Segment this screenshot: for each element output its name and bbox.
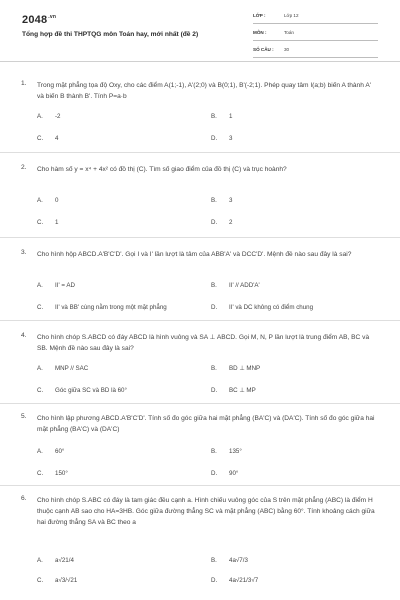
option-b[interactable]: B. BD ⊥ MNP — [211, 365, 261, 372]
question-text: Trong mặt phẳng tọa độ Oxy, cho các điểm A(1;-1), A'(2;0) và B(0;1), B'(-2;1). Phép quay tâm I(a;b) biến A thành A' và biến B thành B'. Tính P=a·b — [37, 82, 371, 100]
option-a[interactable]: A. MNP // SAC — [37, 365, 89, 372]
option-b[interactable]: B. 3 — [211, 197, 233, 204]
question-separator — [0, 403, 400, 404]
question-text: Cho hình chóp S.ABC có đáy là tam giác đều cạnh a. Hình chiếu vuông góc của S trên mặt phẳng (ABC) là điểm H thuộc cạnh AB sao cho HA=3HB. Góc giữa đường thẳng SC và mặt phẳng (ABC) bằng 60°. Tính khoảng cách giữa hai đường thẳng SA và BC theo a — [37, 497, 375, 526]
option-row — [37, 282, 377, 294]
option-c[interactable]: C. Góc giữa SC và BD là 60° — [37, 387, 127, 394]
question-number: 6. — [21, 495, 27, 502]
document-title: Tổng hợp đề thi THPTQG môn Toán hay, mới nhất (đề 2) — [22, 31, 199, 38]
option-c[interactable]: C. 150° — [37, 470, 68, 477]
meta-key: MÔN : — [253, 30, 267, 35]
option-c[interactable]: C. II' và BB' cùng nằm trong một mặt phẳng — [37, 304, 167, 311]
option-row — [37, 113, 377, 125]
meta-row-class — [253, 12, 378, 24]
question-text: Cho hình chóp S.ABCD có đáy ABCD là hình vuông và SA ⊥ ABCD. Gọi M, N, P lần lượt là trung điểm AB, BC và SB. Mệnh đề nào sau đây là sai? — [37, 334, 370, 352]
option-a[interactable]: A. II' = AD — [37, 282, 75, 289]
option-row — [37, 557, 377, 569]
question-number: 2. — [21, 164, 27, 171]
site-logo[interactable]: $2048^{.vn}$ — [22, 14, 57, 26]
option-c[interactable]: C. 1 — [37, 219, 59, 226]
option-c[interactable]: C. 4 — [37, 135, 59, 142]
option-row — [37, 135, 377, 147]
option-row — [37, 304, 377, 316]
option-d[interactable]: D. 2 — [211, 219, 233, 226]
question-text: Cho hàm số y = x⁴ + 4x² có đồ thị (C). Tìm số giao điểm của đồ thị (C) và trục hoành? — [37, 166, 287, 173]
meta-table — [253, 12, 378, 63]
option-row — [37, 365, 377, 377]
option-a[interactable]: A. 0 — [37, 197, 59, 204]
option-row — [37, 197, 377, 209]
option-a[interactable]: A. 60° — [37, 448, 65, 455]
question-number: 1. — [21, 80, 27, 87]
option-row — [37, 577, 377, 589]
question-separator — [0, 152, 400, 153]
meta-value: 30 — [284, 47, 290, 52]
meta-row-subject — [253, 29, 378, 41]
question-separator — [0, 237, 400, 238]
option-row — [37, 470, 377, 482]
option-a[interactable]: A. -2 — [37, 113, 61, 120]
option-b[interactable]: B. 1 — [211, 113, 233, 120]
option-d[interactable]: D. 3 — [211, 135, 233, 142]
option-c[interactable]: C. a√3/√21 — [37, 577, 78, 584]
header-divider — [0, 61, 400, 62]
meta-key: LỚP : — [253, 13, 266, 18]
option-b[interactable]: B. 4a√7/3 — [211, 557, 248, 564]
page-header — [0, 0, 400, 62]
meta-row-count — [253, 46, 378, 58]
option-b[interactable]: B. 135° — [211, 448, 242, 455]
question-separator — [0, 320, 400, 321]
option-row — [37, 219, 377, 231]
question-number: 4. — [21, 332, 27, 339]
option-d[interactable]: D. BC ⊥ MP — [211, 387, 256, 394]
option-b[interactable]: B. II' // ADD'A' — [211, 282, 260, 289]
option-a[interactable]: A. a√21/4 — [37, 557, 74, 564]
meta-value: Toán — [284, 30, 294, 35]
option-d[interactable]: D. 4a√21/3√7 — [211, 577, 259, 584]
question-text: Cho hình lập phương ABCD.A'B'C'D'. Tính số đo góc giữa hai mặt phẳng (BA'C) và (DA'C). Tính số đo góc giữa hai mặt phẳng (BA'C) và (DA'C) — [37, 415, 375, 433]
question-number: 5. — [21, 413, 27, 420]
question-number: 3. — [21, 249, 27, 256]
meta-key: SỐ CÂU : — [253, 47, 274, 52]
question-text: Cho hình hộp ABCD.A'B'C'D'. Gọi I và I' lần lượt là tâm của ABB'A' và DCC'D'. Mệnh đề nào sau đây là sai? — [37, 251, 352, 258]
option-row — [37, 387, 377, 399]
option-d[interactable]: D. II' và DC không có điểm chung — [211, 304, 314, 311]
question-separator — [0, 485, 400, 486]
option-d[interactable]: D. 90° — [211, 470, 239, 477]
option-row — [37, 448, 377, 460]
meta-value: Lớp 12 — [284, 13, 299, 18]
